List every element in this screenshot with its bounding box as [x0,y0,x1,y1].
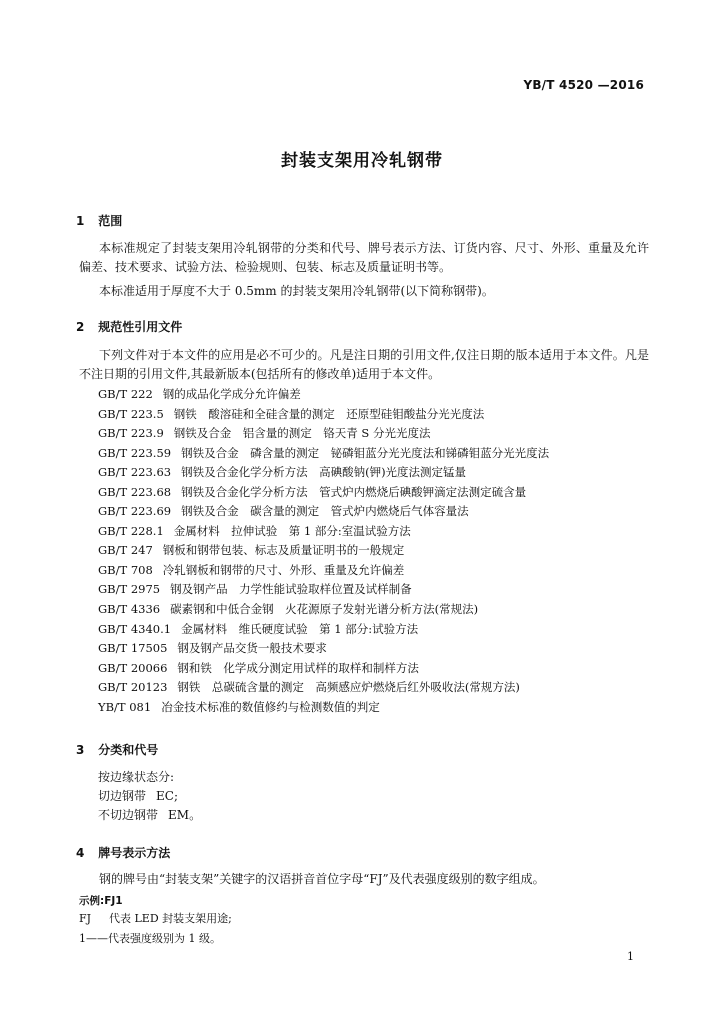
reference-code: GB/T 20066 [98,660,168,675]
reference-title: 钢和铁 化学成分测定用试样的取样和制样方法 [177,660,419,675]
reference-title: 钢铁及合金化学分析方法 管式炉内燃烧后碘酸钾滴定法测定硫含量 [181,484,527,499]
reference-list [98,385,549,717]
reference-item [98,463,549,483]
reference-title: 钢及钢产品 力学性能试验取样位置及试样制备 [170,582,412,597]
section-number: 3 [76,743,85,757]
scope-paragraph-1: 本标准规定了封装支架用冷轧钢带的分类和代号、牌号表示方法、订货内容、尺寸、外形、重量及允许偏差、技术要求、试验方法、检验规则、包装、标志及质量证明书等。 [79,241,649,274]
reference-title: 钢铁及合金化学分析方法 高碘酸钠(钾)光度法测定锰量 [181,465,467,480]
reference-title: 钢板和钢带包装、标志及质量证明书的一般规定 [162,543,405,558]
reference-title: 钢铁 总碳硫含量的测定 高频感应炉燃烧后红外吸收法(常规方法) [177,680,520,695]
classification-intro: 按边缘状态分: [98,770,175,784]
reference-item [98,698,549,718]
classification-code: EC; [156,789,178,803]
classification-label: 不切边钢带 [98,808,159,822]
section-1-heading [76,212,122,229]
section-number: 1 [76,214,85,228]
designation-paragraph: 钢的牌号由“封装支架”关键字的汉语拼音首位字母“FJ”及代表强度级别的数字组成。 [99,872,545,886]
reference-item [98,483,549,503]
reference-code: GB/T 247 [98,543,153,558]
reference-item [98,659,549,679]
reference-item [98,639,549,659]
classification-item [98,806,201,825]
reference-item [98,541,549,561]
reference-item [98,580,549,600]
document-title: 封装支架用冷轧钢带 [281,151,443,171]
reference-title: 钢铁 酸溶硅和全硅含量的测定 还原型硅钼酸盐分光光度法 [173,406,485,421]
reference-item [98,405,549,425]
standard-number: YB/T 4520 —2016 [523,78,644,92]
reference-title: 冷轧钢板和钢带的尺寸、外形、重量及允许偏差 [162,562,405,577]
reference-code: GB/T 223.69 [98,504,172,519]
reference-code: GB/T 222 [98,387,153,401]
reference-code: GB/T 223.5 [98,406,164,421]
reference-title: 冶金技术标准的数值修约与检测数值的判定 [161,699,380,714]
example-fj-code: FJ [79,912,92,925]
section-2-heading [76,318,182,335]
reference-title: 钢铁及合金 铝含量的测定 铬天青 S 分光光度法 [173,426,431,441]
section-title: 分类和代号 [98,743,159,757]
reference-title: 钢铁及合金 碳含量的测定 管式炉内燃烧后气体容量法 [181,504,469,519]
classification-code: EM。 [168,808,202,822]
reference-item [98,424,549,444]
example-fj-line [79,911,232,927]
scope-paragraph-2: 本标准适用于厚度不大于 0.5mm 的封装支架用冷轧钢带(以下简称钢带)。 [99,284,494,298]
classification-label: 切边钢带 [98,789,147,803]
reference-item [98,522,549,542]
reference-item [98,385,549,405]
section-4-heading [76,844,170,861]
reference-title: 金属材料 维氏硬度试验 第 1 部分:试验方法 [181,621,419,636]
normative-references-intro: 下列文件对于本文件的应用是必不可少的。凡是注日期的引用文件,仅注日期的版本适用于本文件。凡是不注日期的引用文件,其最新版本(包括所有的修改单)适用于本文件。 [79,348,649,381]
reference-title: 钢铁及合金 磷含量的测定 铋磷钼蓝分光光度法和锑磷钼蓝分光光度法 [181,445,550,460]
reference-code: GB/T 223.68 [98,484,172,499]
section-title: 牌号表示方法 [98,846,171,860]
reference-title: 碳素钢和中低合金钢 火花源原子发射光谱分析方法(常规法) [170,602,479,617]
reference-code: GB/T 223.63 [98,465,172,480]
reference-code: GB/T 708 [98,562,153,577]
reference-code: YB/T 081 [98,699,152,714]
reference-title: 钢及钢产品交货一般技术要求 [177,641,327,656]
reference-code: GB/T 223.9 [98,426,164,441]
section-title: 规范性引用文件 [98,320,183,334]
reference-title: 钢的成品化学成分允许偏差 [162,387,301,401]
classification-list [98,768,201,825]
classification-item [98,787,201,806]
reference-code: GB/T 228.1 [98,523,164,538]
reference-code: GB/T 20123 [98,680,168,695]
example-grade-line: 1——代表强度级别为 1 级。 [79,932,221,945]
section-title: 范围 [98,214,123,228]
reference-code: GB/T 2975 [98,582,161,597]
section-3-heading [76,741,158,758]
reference-title: 金属材料 拉伸试验 第 1 部分:室温试验方法 [173,523,411,538]
reference-item [98,561,549,581]
example-label: 示例:FJ1 [79,895,123,907]
reference-item [98,502,549,522]
section-number: 4 [76,846,85,860]
reference-code: GB/T 223.59 [98,445,172,460]
example-fj-text: 代表 LED 封装支架用途; [109,912,232,925]
section-number: 2 [76,320,85,334]
page-number: 1 [627,950,634,963]
reference-item [98,444,549,464]
reference-code: GB/T 4336 [98,602,161,617]
reference-code: GB/T 4340.1 [98,621,172,636]
reference-item [98,620,549,640]
reference-code: GB/T 17505 [98,641,168,656]
reference-item [98,678,549,698]
reference-item [98,600,549,620]
